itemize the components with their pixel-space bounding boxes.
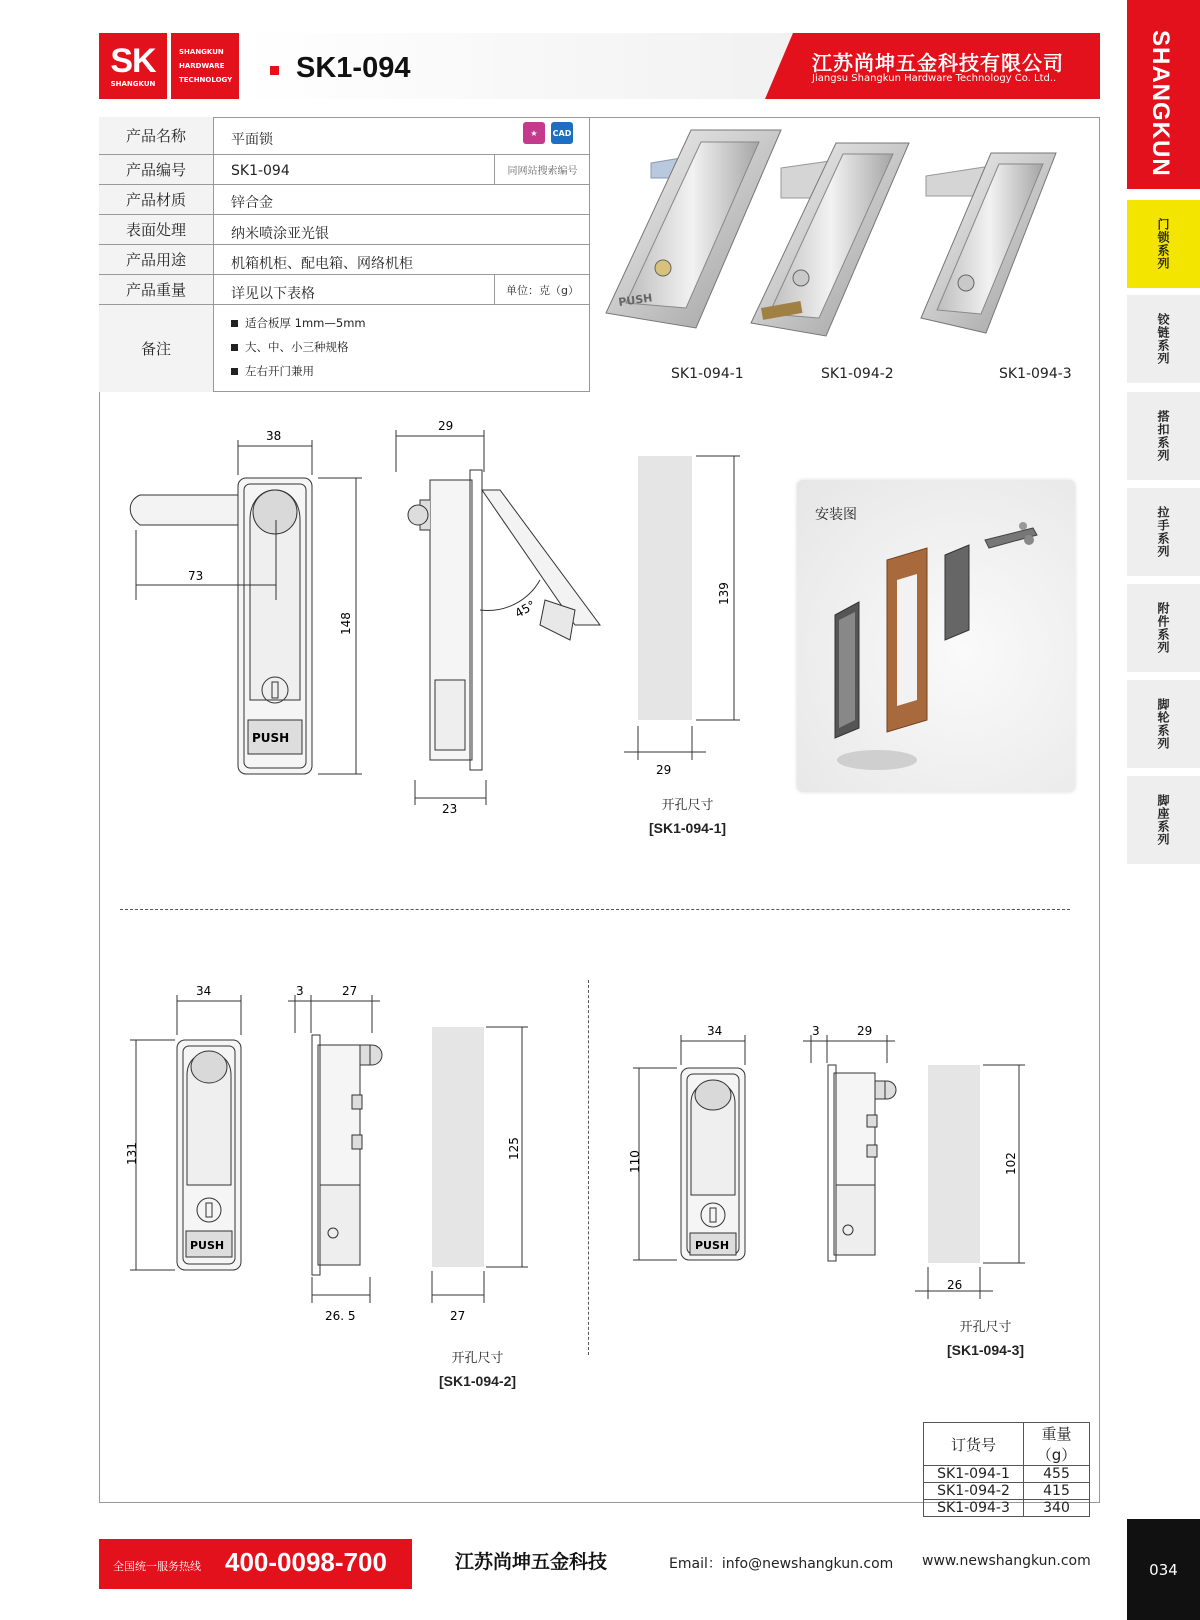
hole-caption-3: [928, 1317, 1043, 1363]
dim-side-depth: 29: [438, 419, 454, 433]
page-title: SK1-094: [296, 52, 411, 84]
spec-row-notes: [99, 305, 590, 392]
product-photos: [591, 118, 1099, 391]
hole-caption-1: [630, 795, 745, 841]
dim-side-b-2: 27: [342, 985, 358, 998]
hole-label: 开孔尺寸: [959, 1320, 1012, 1335]
logo: [99, 33, 239, 99]
side-tab-door-lock[interactable]: [1127, 200, 1200, 288]
order-header-code: 订货号: [924, 1423, 1024, 1466]
hole-label: 开孔尺寸: [451, 1351, 504, 1366]
feature-badge[interactable]: ★: [523, 122, 545, 144]
note-item: 左右开门兼用: [231, 363, 314, 379]
dim-cut-width-3: 26: [947, 1278, 963, 1292]
logo-sk: SK: [110, 42, 156, 80]
side-tab-label: 附件系列: [1156, 602, 1170, 654]
hole-model: [SK1-094-1]: [648, 820, 727, 836]
page-number: 034: [1127, 1519, 1200, 1620]
company-name-en: Jiangsu Shangkun Hardware Technology Co. Ltd..: [812, 73, 1057, 84]
logo-mark: [99, 33, 167, 99]
hotline-banner: [99, 1539, 412, 1589]
dim-front-width-3: 34: [707, 1024, 723, 1038]
side-tab-label: 门锁系列: [1156, 218, 1170, 270]
spec-row: [99, 215, 590, 245]
table-row: [924, 1500, 1090, 1517]
dim-side-bottom: 23: [442, 802, 458, 816]
push-label-2: PUSH: [190, 1239, 225, 1252]
table-row: [924, 1483, 1090, 1500]
side-tab-accessory[interactable]: [1127, 584, 1200, 672]
order-weight: 340: [1024, 1500, 1090, 1517]
spec-row: [99, 275, 590, 305]
order-header-weight: 重量（g）: [1024, 1423, 1090, 1466]
dim-cut-height-3: 102: [1004, 1152, 1018, 1175]
order-code: SK1-094-1: [924, 1466, 1024, 1483]
spec-row: [99, 117, 590, 155]
drawing-sk1-094-2: [120, 985, 570, 1325]
dim-side-a-3: 3: [812, 1024, 820, 1038]
side-tab-label: 搭扣系列: [1156, 410, 1170, 462]
dim-handle-reach: 73: [188, 569, 204, 583]
side-tab-label: 拉手系列: [1156, 506, 1170, 558]
spec-label: 产品用途: [99, 245, 214, 274]
side-tab-label: 铰链系列: [1156, 313, 1170, 365]
lock-photo-1: [606, 130, 781, 328]
dim-front-width: 38: [266, 429, 282, 443]
order-code: SK1-094-2: [924, 1483, 1024, 1500]
spec-label: 表面处理: [99, 215, 214, 244]
spec-value: 机箱机柜、配电箱、网络机柜: [231, 256, 413, 272]
note-item: 适合板厚 1mm—5mm: [231, 315, 366, 331]
spec-value: SK1-094: [231, 163, 290, 179]
photo-caption: SK1-094-3: [999, 366, 1072, 382]
logo-word: SHANGKUN: [179, 48, 224, 56]
hole-label: 开孔尺寸: [661, 798, 714, 813]
side-tab-hinge[interactable]: [1127, 295, 1200, 383]
side-tab-foot[interactable]: [1127, 776, 1200, 864]
section-divider: [120, 909, 1070, 910]
spec-value: 纳米喷涂亚光银: [231, 226, 329, 242]
footer-website[interactable]: www.newshangkun.com: [922, 1553, 1091, 1569]
logo-words: [171, 33, 239, 99]
side-tab-label: 脚轮系列: [1156, 698, 1170, 750]
logo-word: TECHNOLOGY: [179, 76, 233, 84]
table-row: [924, 1466, 1090, 1483]
spec-label: 备注: [99, 305, 214, 392]
title-bullet: [270, 66, 279, 75]
note-item: 大、中、小三种规格: [231, 339, 349, 355]
photo-caption: SK1-094-2: [821, 366, 894, 382]
push-label-1: PUSH: [252, 731, 290, 745]
footer-company: 江苏尚坤五金科技: [455, 1551, 608, 1573]
side-tab-caster[interactable]: [1127, 680, 1200, 768]
hotline-label: 全国统一服务热线: [113, 1560, 201, 1573]
spec-label: 产品编号: [99, 155, 214, 184]
dim-side-b-3: 29: [857, 1024, 873, 1038]
cad-badge[interactable]: CAD: [551, 122, 573, 144]
spec-row: [99, 185, 590, 215]
photo-push-1: PUSH: [617, 291, 654, 309]
order-table: [923, 1422, 1090, 1517]
spec-label: 产品重量: [99, 275, 214, 304]
order-code: SK1-094-3: [924, 1500, 1024, 1517]
dim-angle: 45°: [512, 597, 538, 621]
order-weight: 415: [1024, 1483, 1090, 1500]
spec-value: 详见以下表格: [231, 286, 315, 302]
hole-model: [SK1-094-2]: [438, 1373, 517, 1389]
spec-note: 单位：克（g）: [494, 275, 590, 304]
dim-cut-width-1: 29: [656, 763, 672, 777]
spec-label: 产品名称: [99, 117, 214, 154]
footer-email[interactable]: Email：info@newshangkun.com: [669, 1556, 894, 1572]
dim-cut-height-1: 139: [717, 582, 731, 605]
side-tab-handle[interactable]: [1127, 488, 1200, 576]
column-divider: [588, 980, 589, 1355]
spec-row: [99, 245, 590, 275]
side-brand-text: SHANGKUN: [1147, 30, 1174, 177]
spec-table: [99, 117, 590, 392]
drawing-sk1-094-1: [100, 400, 800, 820]
spec-value: 锌合金: [231, 195, 273, 211]
spec-label: 产品材质: [99, 185, 214, 214]
push-label-3: PUSH: [695, 1239, 730, 1252]
lock-photo-3: [921, 153, 1056, 333]
dim-front-height-3: 110: [628, 1150, 642, 1173]
spec-row: [99, 155, 590, 185]
dim-side-a-2: 3: [296, 985, 304, 998]
side-tab-hasp[interactable]: [1127, 392, 1200, 480]
install-illustration: [797, 480, 1075, 792]
drawing-sk1-094-3: [625, 1015, 1065, 1315]
dim-front-height: 148: [339, 612, 353, 635]
logo-word: HARDWARE: [179, 62, 225, 70]
dim-cut-width-2: 27: [450, 1309, 466, 1323]
dim-front-width-2: 34: [196, 985, 212, 998]
spec-note: 同网站搜索编号: [494, 155, 590, 184]
logo-sub: SHANGKUN: [110, 80, 156, 88]
hotline-number[interactable]: 400-0098-700: [225, 1547, 387, 1577]
hole-model: [SK1-094-3]: [946, 1342, 1025, 1358]
order-weight: 455: [1024, 1466, 1090, 1483]
dim-front-height-2: 131: [125, 1142, 139, 1165]
dim-side-bottom-2: 26. 5: [325, 1309, 356, 1323]
install-label: 安装图: [815, 507, 857, 523]
install-diagram: [797, 480, 1075, 792]
order-table-header: [924, 1423, 1090, 1466]
lock-photo-2: [751, 143, 909, 336]
company-name-cn: 江苏尚坤五金科技有限公司: [812, 51, 1064, 75]
dim-cut-height-2: 125: [507, 1137, 521, 1160]
spec-value: 平面锁: [231, 132, 273, 148]
hole-caption-2: [420, 1348, 535, 1394]
photo-caption: SK1-094-1: [671, 366, 744, 382]
side-tab-label: 脚座系列: [1156, 794, 1170, 846]
